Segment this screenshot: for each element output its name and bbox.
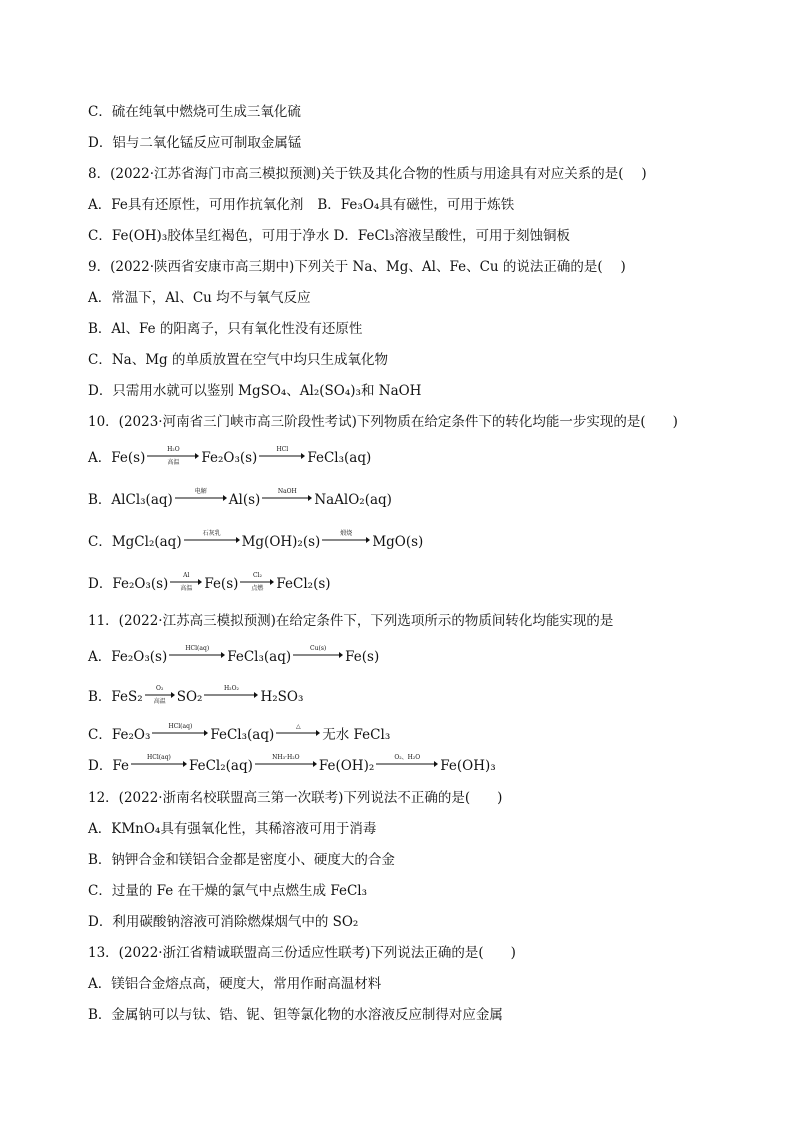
q10-option-c [88, 532, 738, 552]
species: 无水 FeCl₃ [322, 727, 391, 743]
reaction-arrow [184, 530, 240, 550]
reaction-arrow [152, 723, 208, 743]
reaction-arrow [276, 723, 320, 743]
species: FeS₂ [111, 689, 143, 705]
option-label: A． [88, 450, 112, 466]
q9-stem: 9．(2022·陕西省安康市高三期中)下列关于 Na、Mg、Al、Fe、Cu 的说法正确的是( ) [88, 259, 626, 275]
q9-option-a: A．常温下，Al、Cu 均不与氧气反应 [88, 290, 311, 306]
q10-stem: 10．(2023·河南省三门峡市高三阶段性考试)下列物质在给定条件下的转化均能一步实现的是( ) [88, 414, 678, 430]
species: SO₂ [176, 689, 203, 705]
q13-option-a: A．镁铝合金熔点高，硬度大，常用作耐高温材料 [88, 976, 382, 992]
species: FeCl₃(aq) [210, 727, 275, 743]
arrow-icon [131, 761, 187, 767]
species: MgO(s) [372, 534, 424, 550]
q12-option-b: B．钠钾合金和镁铝合金都是密度小、硬度大的合金 [88, 852, 395, 868]
arrow-condition-top: O₂ [156, 685, 164, 692]
arrow-icon [204, 692, 258, 698]
q13-option-b: B．金属钠可以与钛、锆、铌、钽等氯化物的水溶液反应制得对应金属 [88, 1007, 503, 1023]
q8-stem: 8．(2022·江苏省海门市高三模拟预测)关于铁及其化合物的性质与用途具有对应关系的是( ) [88, 166, 647, 182]
species: FeCl₃(aq) [307, 450, 372, 466]
species: FeCl₂(s) [276, 576, 331, 592]
q11-option-b [88, 687, 738, 707]
species: Fe [112, 758, 129, 774]
arrow-condition-top: NH₃·H₂O [272, 754, 300, 761]
arrow-condition-top: HCl(aq) [168, 723, 193, 730]
species: Fe(s) [345, 649, 380, 665]
arrow-condition-top: Al [183, 572, 190, 579]
arrow-condition-bottom: 高温 [167, 459, 180, 466]
q12-stem: 12．(2022·浙南名校联盟高三第一次联考)下列说法不正确的是( ) [88, 790, 503, 806]
species: AlCl₃(aq) [111, 492, 173, 508]
arrow-condition-top: Cu(s) [310, 645, 327, 652]
reaction-arrow [145, 685, 175, 705]
reaction-arrow [376, 754, 438, 774]
reaction-arrow [175, 488, 227, 508]
species: Fe₂O₃(s) [112, 576, 169, 592]
arrow-condition-bottom: 高温 [180, 585, 193, 592]
q11-option-c [88, 725, 738, 745]
reaction-arrow [170, 572, 202, 592]
species: Al(s) [228, 492, 261, 508]
arrow-icon [184, 537, 240, 543]
species: NaAlO₂(aq) [314, 492, 392, 508]
reaction-arrow [147, 446, 199, 466]
option-label: B． [88, 689, 112, 705]
species: H₂SO₃ [260, 689, 304, 705]
arrow-condition-top: 石灰乳 [202, 530, 221, 537]
reaction-arrow [131, 754, 187, 774]
arrow-icon [152, 730, 208, 736]
reaction-arrow [255, 754, 317, 774]
arrow-condition-top: 电解 [194, 488, 207, 495]
arrow-condition-top: Cl₂ [252, 572, 262, 579]
arrow-condition-top: NaOH [277, 488, 297, 495]
reaction-arrow [240, 572, 274, 592]
arrow-icon [259, 453, 305, 459]
q9-option-b: B．Al、Fe 的阳离子，只有氧化性没有还原性 [88, 321, 363, 337]
arrow-condition-top: HCl(aq) [185, 645, 210, 652]
arrow-condition-bottom: 点燃 [251, 585, 264, 592]
q11-option-a [88, 647, 738, 667]
species: Fe(s) [204, 576, 239, 592]
q12-option-d: D．利用碳酸钠溶液可消除燃煤烟气中的 SO₂ [88, 914, 359, 930]
option-label: C． [88, 727, 112, 743]
species: Fe(s) [111, 450, 146, 466]
q11-stem: 11．(2022·江苏高三模拟预测)在给定条件下，下列选项所示的物质间转化均能实现的是 [88, 613, 614, 629]
arrow-icon [255, 761, 317, 767]
q13-stem: 13．(2022·浙江省精诚联盟高三份适应性联考)下列说法正确的是( ) [88, 945, 516, 961]
q8-options-ab [88, 196, 738, 214]
arrow-condition-bottom: 高温 [153, 698, 166, 705]
reaction-arrow [262, 488, 312, 508]
reaction-arrow [169, 645, 225, 665]
q8-options-cd: C．Fe(OH)₃胶体呈红褐色，可用于净水 D．FeCl₃溶液呈酸性，可用于刻蚀铜板 [88, 228, 571, 244]
q12-option-a: A．KMnO₄具有强氧化性，其稀溶液可用于消毒 [88, 821, 377, 837]
arrow-icon [376, 761, 438, 767]
reaction-arrow [322, 530, 370, 550]
species: Fe₂O₃(s) [201, 450, 258, 466]
arrow-icon [262, 495, 312, 501]
arrow-icon [169, 652, 225, 658]
option-label: A． [88, 649, 112, 665]
option-label: D． [88, 758, 113, 774]
q11-option-d [88, 756, 738, 776]
arrow-condition-top: H₂O₂ [223, 685, 239, 692]
species: Fe₂O₃ [111, 727, 151, 743]
arrow-icon [322, 537, 370, 543]
reaction-arrow [204, 685, 258, 705]
arrow-icon [276, 730, 320, 736]
species: Fe(OH)₂ [318, 758, 375, 774]
option-label: C． [88, 534, 112, 550]
q12-option-c: C．过量的 Fe 在干燥的氯气中点燃生成 FeCl₃ [88, 883, 367, 899]
species: MgCl₂(aq) [111, 534, 182, 550]
species: FeCl₂(aq) [188, 758, 253, 774]
option-label: B． [88, 492, 112, 508]
arrow-condition-top: H₂O [167, 446, 180, 453]
reaction-arrow [293, 645, 343, 665]
arrow-icon [293, 652, 343, 658]
arrow-condition-top: O₂、H₂O [394, 754, 421, 761]
arrow-condition-top: 煅烧 [340, 530, 353, 537]
option-label: D． [88, 576, 113, 592]
q9-option-c: C．Na、Mg 的单质放置在空气中均只生成氧化物 [88, 352, 388, 368]
species: Fe(OH)₃ [440, 758, 496, 774]
species: Fe₂O₃(s) [111, 649, 168, 665]
q10-option-b [88, 490, 738, 510]
reaction-arrow [259, 446, 305, 466]
arrow-condition-top: △ [295, 723, 301, 730]
species: Mg(OH)₂(s) [241, 534, 321, 550]
q8-option-a: A．Fe具有还原性，可用作抗氧化剂 [88, 197, 304, 213]
q10-option-a [88, 448, 738, 468]
q8-option-b: B．Fe₃O₄具有磁性，可用于炼铁 [317, 197, 515, 213]
arrow-condition-top: HCl(aq) [147, 754, 171, 761]
q7-option-c: C．硫在纯氧中燃烧可生成三氧化硫 [88, 104, 301, 120]
q7-option-d: D．铝与二氧化锰反应可制取金属锰 [88, 135, 302, 151]
species: FeCl₃(aq) [227, 649, 292, 665]
arrow-condition-top: HCl [276, 446, 289, 453]
q10-option-d [88, 574, 738, 594]
arrow-icon [175, 495, 227, 501]
q9-option-d: D．只需用水就可以鉴别 MgSO₄、Al₂(SO₄)₃和 NaOH [88, 383, 422, 399]
